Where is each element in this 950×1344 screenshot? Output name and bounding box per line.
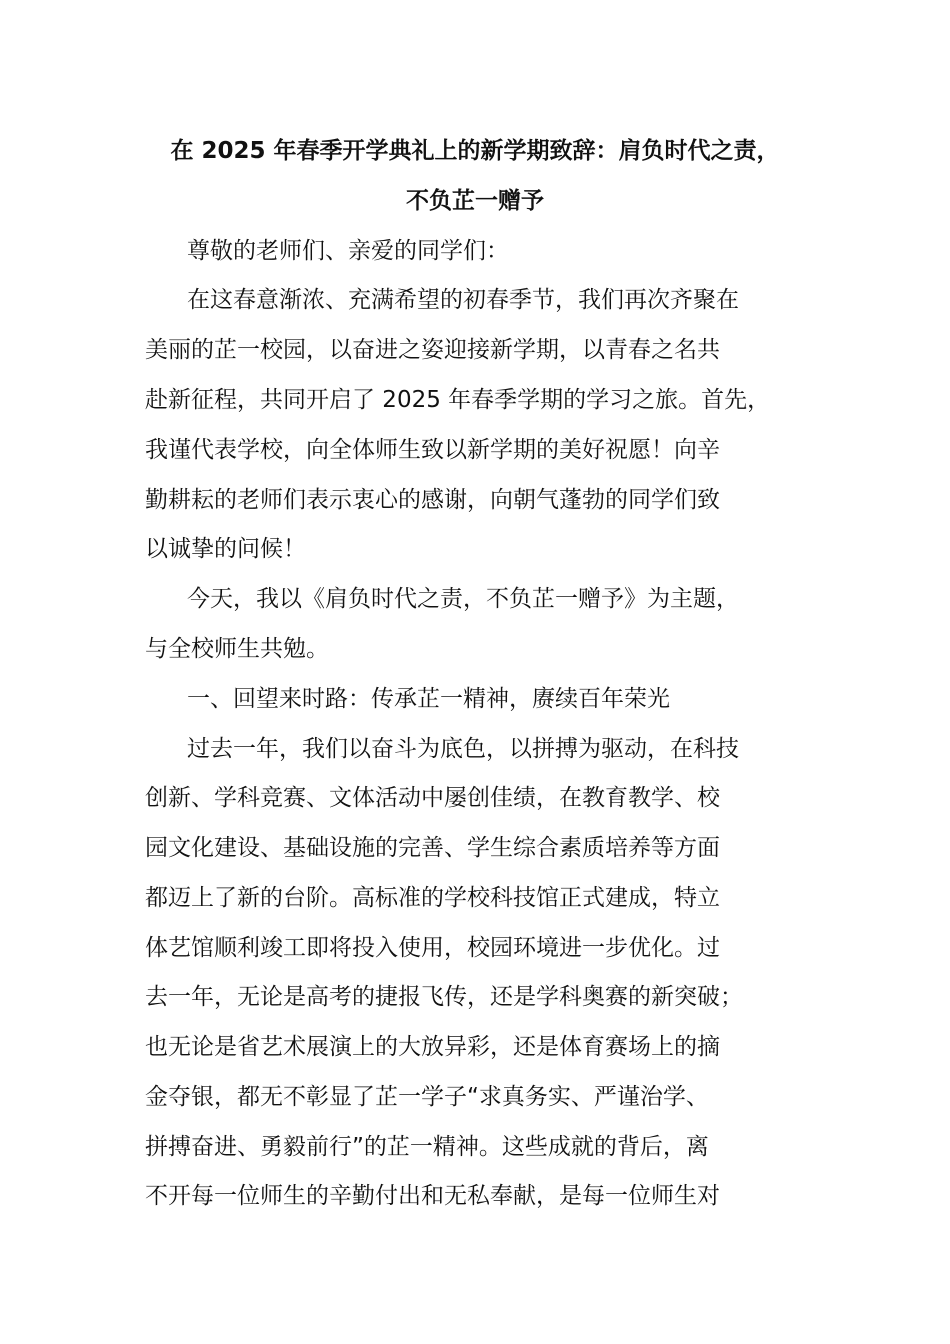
paragraph-line: 勤耕耘的老师们表示衷心的感谢，向朝气蓬勃的同学们致 (145, 487, 720, 513)
paragraph-line: 今天，我以《肩负时代之责，不负芷一赠予》为主题， (187, 586, 739, 612)
paragraph-line: 以诚挚的问候！ (145, 536, 306, 562)
paragraph-line: 体艺馆顺利竣工即将投入使用，校园环境进一步优化。过 (145, 935, 720, 961)
paragraph-line: 拼搏奋进、勇毅前行”的芷一精神。这些成就的背后，离 (145, 1134, 709, 1160)
paragraph-line: 我谨代表学校，向全体师生致以新学期的美好祝愿！向辛 (145, 437, 720, 463)
section-heading: 一、回望来时路：传承芷一精神，赓续百年荣光 (187, 686, 670, 712)
paragraph-line: 金夺银，都无不彰显了芷一学子“求真务实、严谨治学、 (145, 1084, 709, 1110)
paragraph-line: 不开每一位师生的辛勤付出和无私奉献，是每一位师生对 (145, 1183, 720, 1209)
paragraph-line: 也无论是省艺术展演上的大放异彩，还是体育赛场上的摘 (145, 1034, 720, 1060)
paragraph-line: 都迈上了新的台阶。高标准的学校科技馆正式建成，特立 (145, 885, 720, 911)
paragraph-line: 在这春意渐浓、充满希望的初春季节，我们再次齐聚在 (187, 287, 739, 313)
paragraph-line: 园文化建设、基础设施的完善、学生综合素质培养等方面 (145, 835, 720, 861)
paragraph-line: 与全校师生共勉。 (145, 636, 329, 662)
document-title-line-2: 不负芷一赠予 (406, 188, 544, 214)
paragraph-line: 美丽的芷一校园，以奋进之姿迎接新学期，以青春之名共 (145, 337, 720, 363)
paragraph-line: 过去一年，我们以奋斗为底色，以拼搏为驱动，在科技 (187, 736, 739, 762)
salutation: 尊敬的老师们、亲爱的同学们： (187, 238, 509, 264)
paragraph-line: 赴新征程，共同开启了 2025 年春季学期的学习之旅。首先， (145, 387, 771, 413)
paragraph-line: 去一年，无论是高考的捷报飞传，还是学科奥赛的新突破； (145, 984, 743, 1010)
paragraph-line: 创新、学科竞赛、文体活动中屡创佳绩，在教育教学、校 (145, 785, 720, 811)
document-title-line-1: 在 2025 年春季开学典礼上的新学期致辞：肩负时代之责， (170, 138, 780, 164)
